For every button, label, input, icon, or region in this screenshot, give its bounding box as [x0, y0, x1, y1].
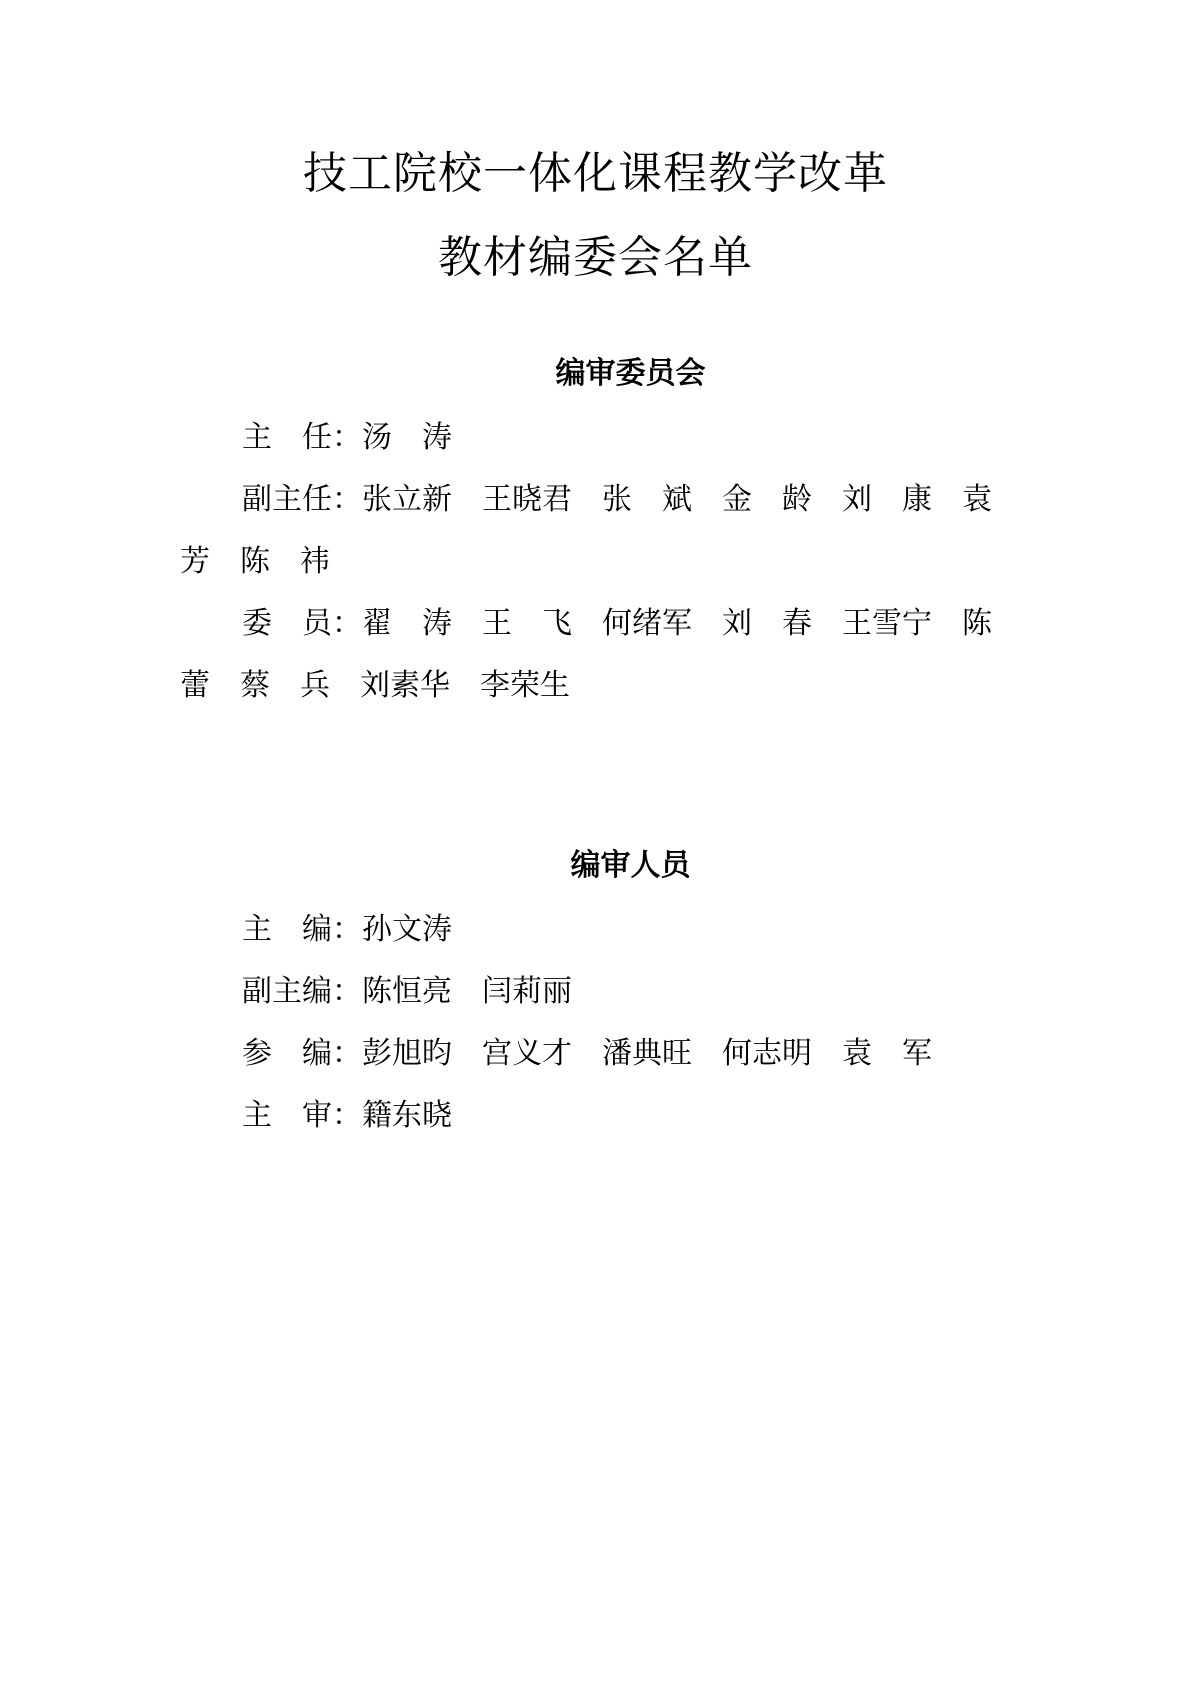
chief-editor: 主 编：孙文涛: [242, 912, 452, 947]
committee-vice-directors-continued: 芳 陈 祎: [180, 544, 330, 579]
document-title-line-2: 教材编委会名单: [438, 232, 753, 283]
document-title-line-1: 技工院校一体化课程教学改革: [303, 148, 888, 199]
committee-heading: 编审委员会: [555, 356, 706, 391]
contributing-editors: 参 编：彭旭昀 宫义才 潘典旺 何志明 袁 军: [242, 1036, 932, 1071]
chief-reviewer: 主 审：籍东晓: [242, 1098, 452, 1133]
editors-heading: 编审人员: [570, 848, 691, 883]
committee-members: 委 员：翟 涛 王 飞 何绪军 刘 春 王雪宁 陈: [242, 606, 992, 641]
committee-members-continued: 蕾 蔡 兵 刘素华 李荣生: [180, 668, 570, 703]
committee-vice-directors: 副主任：张立新 王晓君 张 斌 金 龄 刘 康 袁: [242, 482, 992, 517]
committee-director: 主 任：汤 涛: [242, 420, 452, 455]
deputy-editors: 副主编：陈恒亮 闫莉丽: [242, 974, 572, 1009]
